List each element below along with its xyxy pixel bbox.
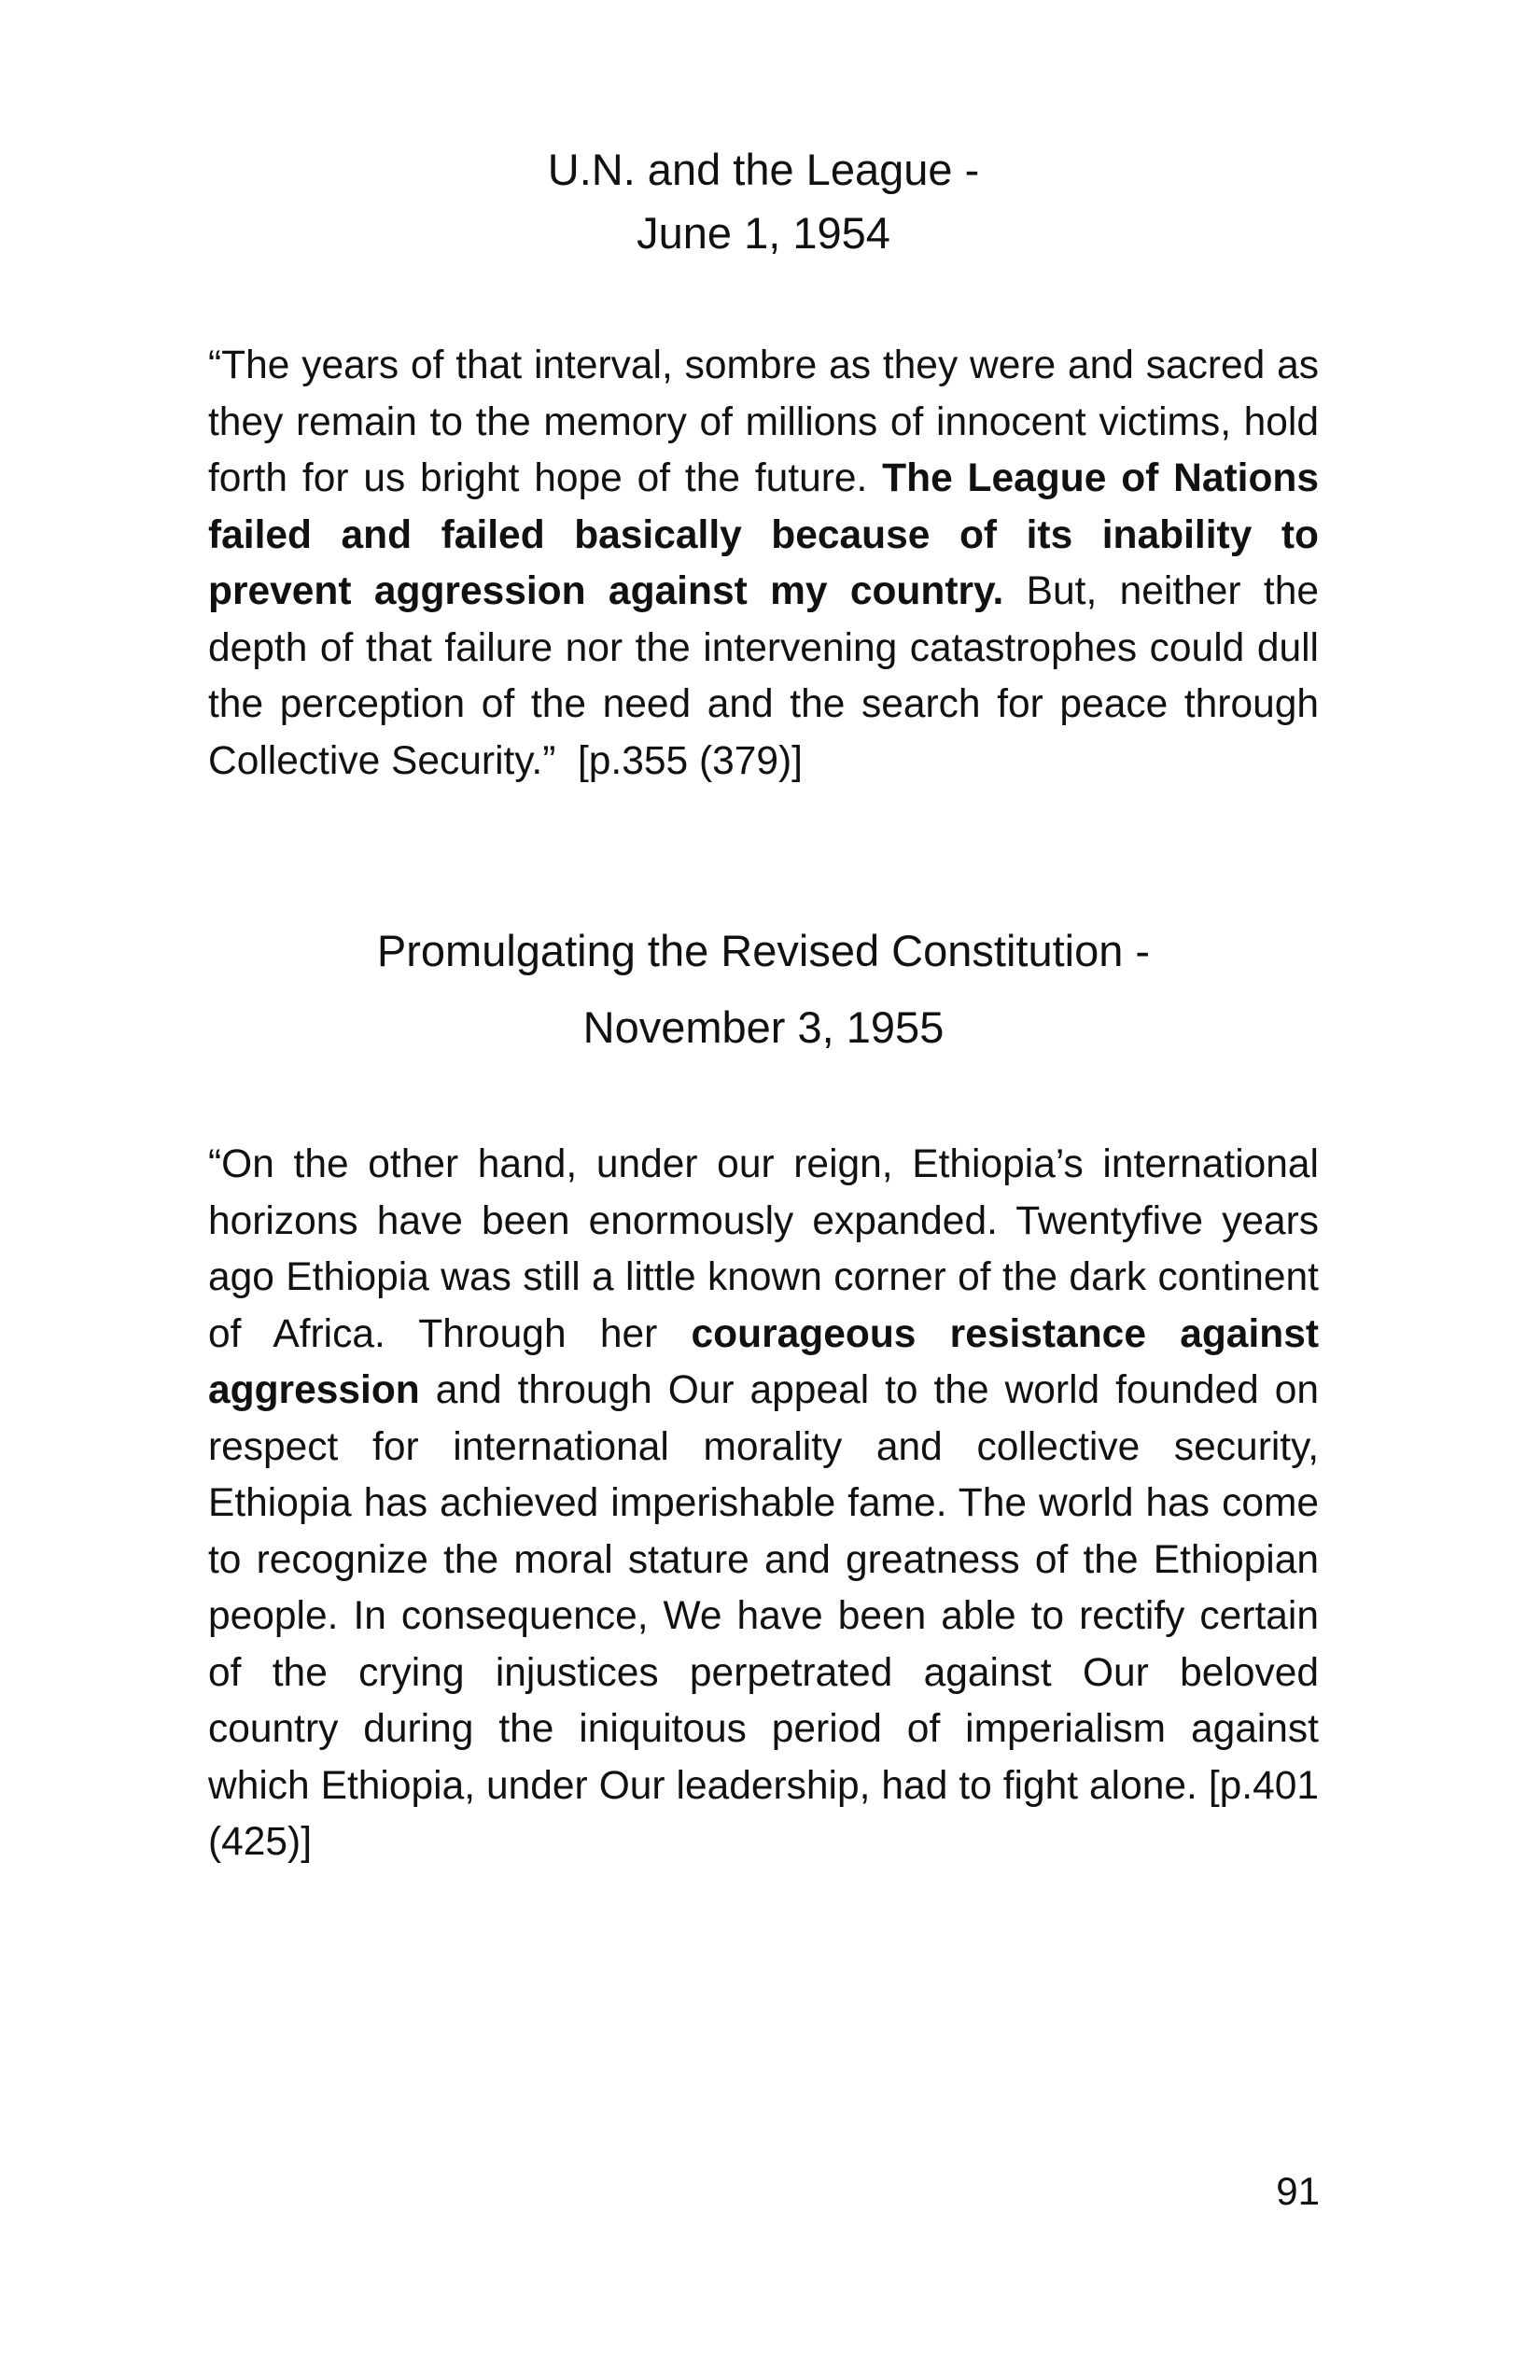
quote-bold-text: courageous resistance against aggression [208, 1311, 1320, 1412]
heading-date: November 3, 1955 [582, 1002, 945, 1052]
quote-text-continued: and through Our appeal to the world founded on respect for international morality and collective security, Ethiopia has achieved imperishable fame. The world has come to recognize the moral stature and greatness of the Ethiopian people. In consequence, We have been able to rectify certain of the crying injustices perpetrated against Our beloved country during the iniquitous period of imperialism against which Ethiopia, under Our leadership, had to fight alone. [p.401 (425)] [208, 1368, 1319, 1864]
quote-bold-text: The League of Nations failed and failed basically because of its inability to prevent aggression against my country. [208, 456, 1320, 613]
quote-text: “On the other hand, under our reign, Ethiopia’s international horizons have been enormously expanded. Twentyfive years ago Ethiopia was still a little known corner of the dark continent of Africa. Through her [208, 1142, 1319, 1356]
quote-paragraph [208, 338, 1319, 790]
heading-date: June 1, 1954 [637, 208, 890, 258]
section-heading [208, 913, 1319, 1066]
heading-title: Promulgating the Revised Constitution - [376, 926, 1151, 975]
quote-paragraph [208, 1137, 1319, 1871]
page-number: 91 [1276, 2169, 1320, 2213]
quote-text: “The years of that interval, sombre as they were and sacred as they remain to the memory of millions of innocent victims, hold forth for us bright hope of the future. [208, 343, 1319, 500]
section-heading [208, 138, 1319, 265]
quote-text-continued: But, neither the depth of that failure nor the intervening catastrophes could dull the perception of the need and the search for peace through Collective Security.” [p.355 (379)] [208, 569, 1319, 783]
heading-title: U.N. and the League - [547, 145, 980, 194]
